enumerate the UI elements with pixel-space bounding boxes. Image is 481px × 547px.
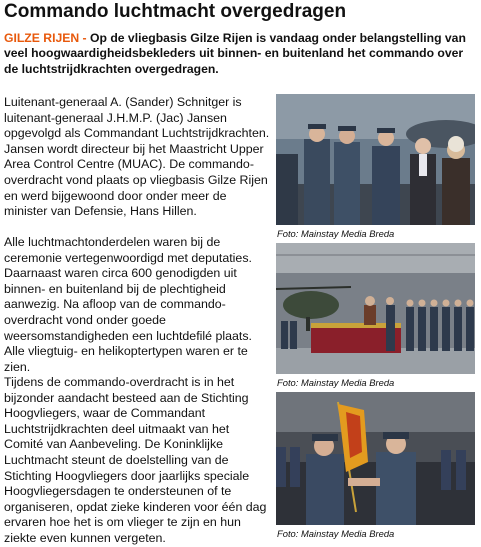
lead-text: Op de vliegbasis Gilze Rijen is vandaag onder belangstelling van veel hoogwaardigheidsbekleders uit binnen- en buitenland het commando over de luchtstrijdkrachten overgedragen.	[4, 31, 466, 76]
photo-caption: Foto: Mainstay Media Breda	[277, 228, 395, 239]
photo-saluting-officers	[276, 94, 475, 225]
paragraph-1	[4, 95, 270, 220]
paragraph-2	[4, 235, 270, 375]
paragraph-text: Luitenant-generaal A. (Sander) Schnitger is luitenant-generaal J.H.M.P. (Jac) Jansen opgevolgd als Commandant Luchtstrijdkrachten. Jansen wordt directeur bij het Maastricht Upper Area Control Centre (MUAC). De commando-overdracht vond plaats op vliegbasis Gilze Rijen en werd bijgewoond door onder meer de minister van Defensie, Hans Hillen.	[4, 95, 270, 219]
article-lead	[4, 31, 474, 77]
photo-hangar-ceremony	[276, 243, 475, 374]
photo-flag-handover	[276, 392, 475, 525]
photo-caption: Foto: Mainstay Media Breda	[277, 377, 395, 388]
paragraph-text: Alle luchtmachtonderdelen waren bij de ceremonie vertegenwoordigd met deputaties. Daarnaast waren circa 600 genodigden uit binnen- en buitenland bij de plechtigheid aanwezig. Na afloop van de commando-overdracht vond onder goede weersomstandigheden een luchtdefilé plaats. Alle vliegtuig- en helikoptertypen waren er te zien.	[4, 235, 252, 374]
dateline: GILZE RIJEN -	[4, 31, 87, 45]
paragraph-3	[4, 375, 270, 547]
photo-caption: Foto: Mainstay Media Breda	[277, 528, 395, 539]
article-title: Commando luchtmacht overgedragen	[4, 1, 347, 22]
paragraph-text: Tijdens de commando-overdracht is in het bijzonder aandacht besteed aan de Stichting Hoogvliegers, waar de Commandant Luchtstrijdkrachten deel uitmaakt van het Comité van Aanbeveling. De Koninklijke Luchtmacht steunt de doelstelling van de Stichting Hoogvliegers door jaarlijks speciale Hoogvliegersdagen te ondersteunen of te organiseren, opdat zieke kinderen voor één dag ervaren hoe het is om vlieger te zijn en hun ziekte even kunnen vergeten.	[4, 375, 267, 545]
